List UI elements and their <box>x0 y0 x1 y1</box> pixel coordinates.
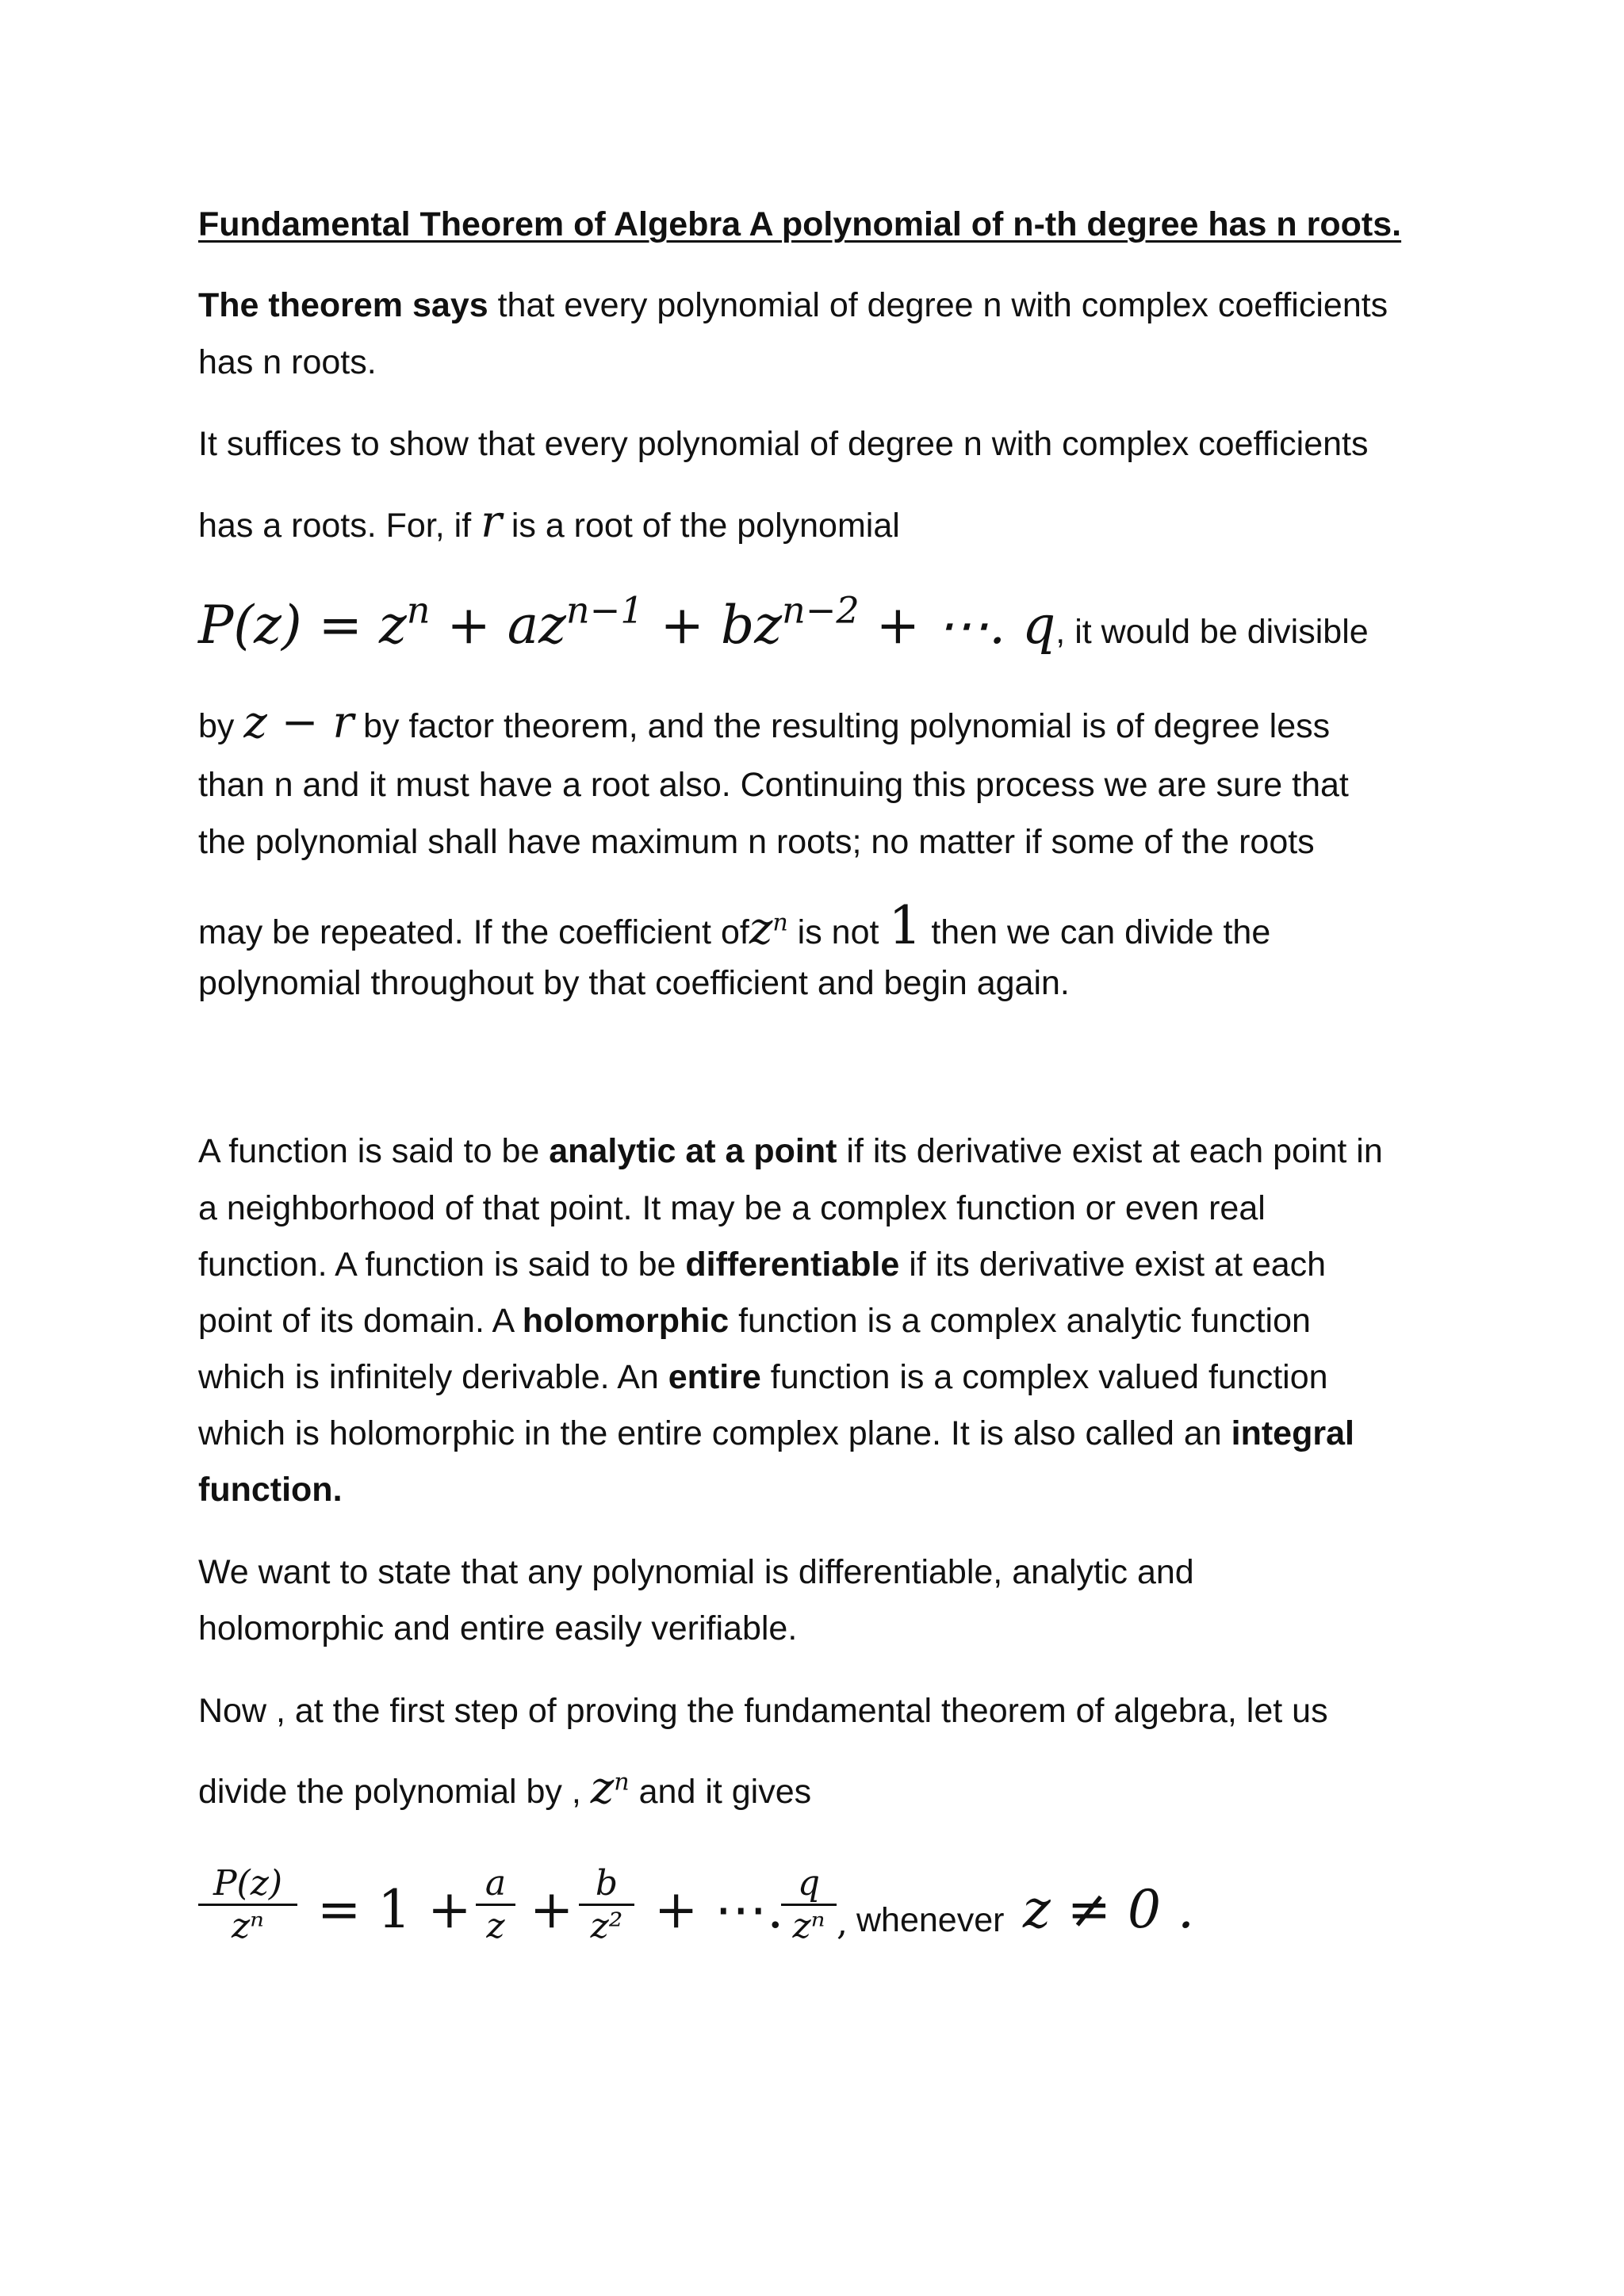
analytic-line-3 <box>198 1245 1326 1286</box>
term-entire: entire <box>668 1358 761 1396</box>
polynomial-equation <box>198 588 1369 656</box>
text-run: that every polynomial of degree n with complex coefficients <box>488 286 1388 324</box>
text-run: if its derivative exist at each <box>899 1246 1327 1284</box>
term-integral: integral <box>1231 1414 1354 1452</box>
math-z: z <box>749 903 773 955</box>
analytic-line-7 <box>198 1470 343 1511</box>
text-run: function is a complex analytic function <box>729 1302 1311 1340</box>
analytic-line-6 <box>198 1414 1354 1455</box>
analytic-line-5 <box>198 1357 1328 1399</box>
term-differentiable: differentiable <box>685 1246 900 1284</box>
text-run: then we can divide the <box>921 913 1271 951</box>
eq-exponent: n <box>406 588 431 632</box>
text-run: has a roots. For, if <box>198 507 481 545</box>
factor-line-3: the polynomial shall have maximum n roots; no matter if some of the roots <box>198 823 1315 861</box>
fraction-numerator: q <box>797 1863 821 1904</box>
divided-polynomial-equation <box>198 1863 1467 1982</box>
suffices-line-2 <box>198 496 900 549</box>
fraction-pz-over-zn <box>198 1863 297 1946</box>
math-exponent-n: n <box>614 1768 630 1797</box>
plus-sign: + <box>530 1879 574 1940</box>
analytic-line-1 <box>198 1131 1383 1173</box>
eq-part: + az <box>430 595 566 656</box>
text-run: and it gives <box>629 1773 812 1811</box>
factor-line-1 <box>198 696 1330 749</box>
fraction-denominator: z² <box>590 1906 623 1946</box>
text-run: may be repeated. If the coefficient of <box>198 913 749 951</box>
text-run: by <box>198 707 244 745</box>
term-analytic: analytic at a point <box>549 1132 837 1170</box>
text-run: by factor theorem, and the resulting polynomial is of degree less <box>354 707 1331 745</box>
term-function: function. <box>198 1471 343 1509</box>
eq-exponent: n−2 <box>781 588 860 632</box>
eq-part: P(z) = z <box>198 595 407 656</box>
first-step-line-2 <box>198 1762 811 1815</box>
equals-one-plus: = 1 + <box>317 1879 472 1940</box>
analytic-line-4 <box>198 1301 1311 1342</box>
condition-z-not-zero: z ≠ 0 . <box>1023 1879 1194 1940</box>
math-r: r <box>481 496 502 548</box>
fraction-a-over-z <box>476 1863 515 1946</box>
whenever-text: whenever <box>856 1901 1005 1939</box>
fraction-q-over-zn <box>781 1863 837 1946</box>
plus-dots: + ⋯. <box>654 1879 784 1940</box>
factor-line-4 <box>198 894 1270 957</box>
term-holomorphic: holomorphic <box>522 1302 730 1340</box>
text-run: if its derivative exist at each point in <box>837 1132 1383 1170</box>
math-exponent-n: n <box>772 909 788 937</box>
eq-part: + ⋯. q <box>859 595 1056 656</box>
text-run: is not <box>787 913 889 951</box>
factor-line-5: polynomial throughout by that coefficient and begin again. <box>198 964 1070 1002</box>
theorem-says-bold: The theorem says <box>198 286 488 324</box>
fraction-numerator: P(z) <box>213 1863 283 1904</box>
fraction-b-over-z2 <box>579 1863 634 1946</box>
text-run: point of its domain. A <box>198 1302 523 1340</box>
suffices-line-1: It suffices to show that every polynomial of degree n with complex coefficients <box>198 425 1369 463</box>
text-run: is a root of the polynomial <box>501 507 900 545</box>
text-run: A function is said to be <box>198 1132 550 1170</box>
eq-exponent: n−1 <box>565 588 644 632</box>
fraction-denominator: z <box>486 1906 505 1946</box>
text-run: which is infinitely derivable. An <box>198 1358 668 1396</box>
first-step-line-1: Now , at the first step of proving the fundamental theorem of algebra, let us <box>198 1692 1328 1730</box>
theorem-statement-line-2: has n roots. <box>198 343 377 381</box>
math-z-minus-r: z − r <box>243 697 354 748</box>
verifiable-line-2: holomorphic and entire easily verifiable. <box>198 1609 798 1647</box>
page-title: Fundamental Theorem of Algebra A polynomial of n-th degree has n roots. <box>198 205 1402 243</box>
comma: , <box>837 1903 848 1943</box>
theorem-statement-line-1 <box>198 285 1388 327</box>
math-z: z <box>590 1762 615 1814</box>
fraction-denominator: zⁿ <box>231 1906 264 1946</box>
eq-part: + bz <box>643 595 782 656</box>
eq-tail-text: , it would be divisible <box>1055 613 1369 651</box>
text-run: divide the polynomial by , <box>198 1773 591 1811</box>
math-one: 1 <box>888 895 922 956</box>
text-run: which is holomorphic in the entire complex plane. It is also called an <box>198 1414 1231 1452</box>
text-run: function is a complex valued function <box>760 1358 1328 1396</box>
text-run: function. A function is said to be <box>198 1246 686 1284</box>
analytic-line-2: a neighborhood of that point. It may be a complex function or even real <box>198 1189 1266 1227</box>
verifiable-line-1: We want to state that any polynomial is differentiable, analytic and <box>198 1553 1194 1591</box>
factor-line-2: than n and it must have a root also. Continuing this process we are sure that <box>198 766 1349 804</box>
fraction-numerator: b <box>595 1863 619 1904</box>
fraction-numerator: a <box>485 1863 507 1904</box>
fraction-denominator: zⁿ <box>792 1906 825 1946</box>
